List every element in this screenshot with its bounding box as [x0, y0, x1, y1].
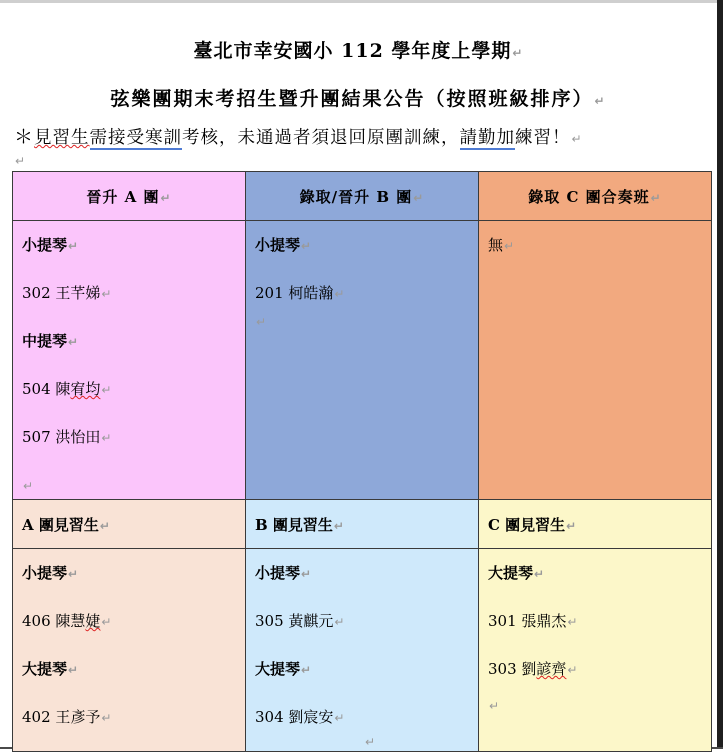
- list-item: 304 劉宸安↵: [255, 708, 345, 726]
- instrument-label: 中提琴↵: [22, 332, 79, 350]
- paragraph-mark-icon: ↵: [594, 94, 607, 108]
- instrument-label: 大提琴↵: [255, 660, 312, 678]
- instrument-label: 大提琴↵: [488, 564, 545, 582]
- instrument-label: 小提琴↵: [22, 564, 79, 582]
- instrument-label: 大提琴↵: [22, 660, 79, 678]
- list-item: 504 陳宥均↵: [22, 380, 112, 398]
- paragraph-mark-icon: ↵: [101, 431, 112, 445]
- empty-paragraph: [14, 150, 25, 169]
- notice-text-winter-training: 接受寒訓: [108, 128, 183, 148]
- notice-text-trainee: 見習生: [34, 128, 90, 148]
- paragraph-mark-icon: ↵: [101, 615, 112, 629]
- header-group-b: 錄取/晉升 B 團↵: [246, 172, 479, 221]
- paragraph-mark-icon: ↵: [571, 132, 583, 146]
- c-trainee-cell: [479, 549, 712, 752]
- paragraph-mark-icon: ↵: [566, 518, 577, 533]
- notice-line: [14, 122, 583, 149]
- results-table: [12, 171, 712, 752]
- paragraph-mark-icon: ↵: [101, 711, 112, 725]
- paragraph-mark-icon: ↵: [68, 663, 79, 677]
- instrument-label: 小提琴↵: [22, 236, 79, 254]
- notice-text-body: 考核，未通過者須退回原團訓練，: [182, 128, 460, 148]
- group-b-cell: [246, 221, 479, 500]
- paragraph-mark-icon: ↵: [160, 190, 172, 205]
- asterisk-icon: ＊: [14, 126, 35, 148]
- header-a-trainee: A 團見習生↵: [13, 500, 246, 549]
- list-item: 302 王芊娣↵: [22, 284, 112, 302]
- list-item: 402 王彥予↵: [22, 708, 112, 726]
- paragraph-mark-icon: ↵: [256, 315, 267, 329]
- group-a-cell: [13, 221, 246, 500]
- header-c-trainee: C 團見習生↵: [479, 500, 712, 549]
- instrument-label: 小提琴↵: [255, 564, 312, 582]
- paragraph-mark-icon: ↵: [534, 567, 545, 581]
- paragraph-mark-icon: ↵: [365, 735, 376, 749]
- paragraph-mark-icon: ↵: [413, 190, 425, 205]
- paragraph-mark-icon: ↵: [334, 711, 345, 725]
- paragraph-mark-icon: ↵: [68, 239, 79, 253]
- group-c-cell: [479, 221, 712, 500]
- window-right-border: [717, 0, 723, 749]
- list-item: 305 黃麒元↵: [255, 612, 345, 630]
- table-row: [13, 549, 712, 752]
- paragraph-mark-icon: ↵: [512, 46, 524, 60]
- empty-paragraph: [488, 695, 702, 715]
- list-item: 507 洪怡田↵: [22, 428, 112, 446]
- paragraph-mark-icon: ↵: [334, 615, 345, 629]
- table-row: [13, 221, 712, 500]
- header-b-trainee: B 團見習生↵: [246, 500, 479, 549]
- list-item: 301 張鼎杰↵: [488, 612, 578, 630]
- b-trainee-cell: [246, 549, 479, 752]
- table-header-row: [13, 172, 712, 221]
- paragraph-mark-icon: ↵: [504, 239, 515, 253]
- instrument-label: 小提琴↵: [255, 236, 312, 254]
- empty-paragraph: [22, 475, 236, 495]
- paragraph-mark-icon: ↵: [301, 239, 312, 253]
- window-top-border: [0, 0, 723, 3]
- header-group-c: 錄取 C 團合奏班↵: [479, 172, 712, 221]
- paragraph-mark-icon: ↵: [567, 615, 578, 629]
- paragraph-mark-icon: ↵: [68, 567, 79, 581]
- empty-paragraph: [255, 311, 469, 359]
- list-item: 無↵: [488, 236, 515, 254]
- paragraph-mark-icon: ↵: [23, 479, 34, 493]
- trainee-header-row: [13, 500, 712, 549]
- list-item: 303 劉諺齊↵: [488, 660, 578, 678]
- end-paragraph: [364, 731, 375, 750]
- paragraph-mark-icon: ↵: [15, 154, 26, 168]
- paragraph-mark-icon: ↵: [68, 335, 79, 349]
- paragraph-mark-icon: ↵: [334, 287, 345, 301]
- paragraph-mark-icon: ↵: [99, 518, 110, 533]
- header-group-a: 晉升 A 團↵: [13, 172, 246, 221]
- notice-text-please: 請勤加: [459, 128, 516, 148]
- paragraph-mark-icon: ↵: [101, 383, 112, 397]
- paragraph-mark-icon: ↵: [489, 699, 500, 713]
- paragraph-mark-icon: ↵: [301, 567, 312, 581]
- list-item: 201 柯皓瀚↵: [255, 284, 345, 302]
- paragraph-mark-icon: ↵: [567, 663, 578, 677]
- paragraph-mark-icon: ↵: [333, 518, 344, 533]
- paragraph-mark-icon: ↵: [101, 287, 112, 301]
- paragraph-mark-icon: ↵: [301, 663, 312, 677]
- notice-text-need: 需: [89, 128, 109, 148]
- document-title: 臺北市幸安國小 112 學年度上學期↵: [193, 40, 524, 62]
- document-subtitle: 弦樂團期末考招生暨升團結果公告（按照班級排序）↵: [110, 88, 607, 110]
- notice-text-practice: 練習！: [515, 128, 571, 148]
- a-trainee-cell: [13, 549, 246, 752]
- list-item: 406 陳慧婕↵: [22, 612, 112, 630]
- paragraph-mark-icon: ↵: [650, 190, 662, 205]
